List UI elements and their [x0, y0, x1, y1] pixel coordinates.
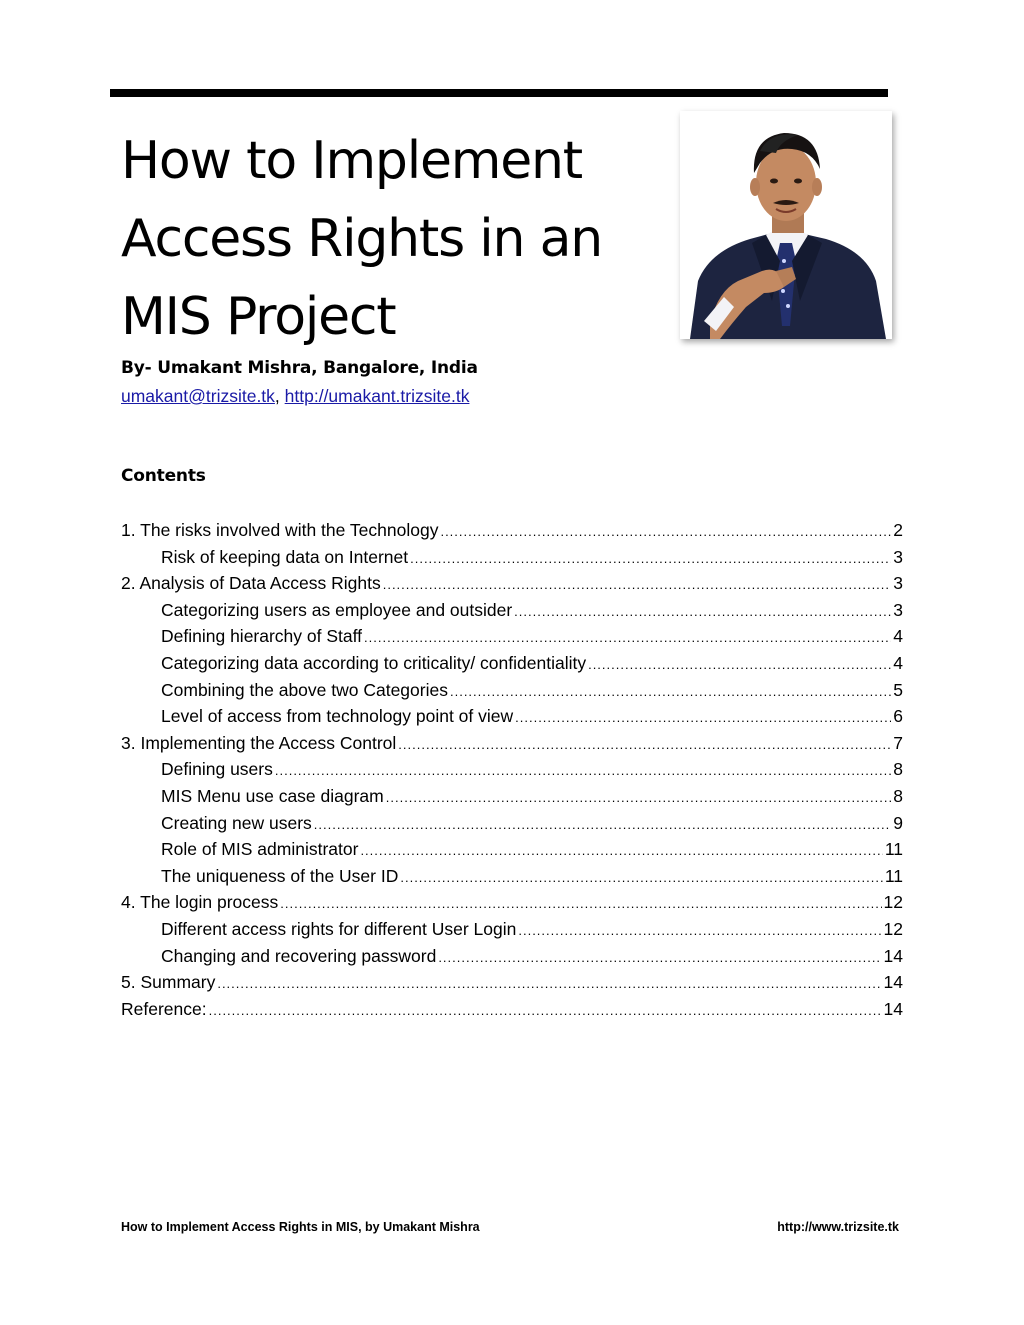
- toc-leader-dots: [209, 998, 882, 1023]
- author-byline: By- Umakant Mishra, Bangalore, India: [121, 358, 478, 378]
- toc-entry-label: The uniqueness of the User ID: [161, 865, 399, 886]
- footer-document-title: How to Implement Access Rights in MIS, by Umakant Mishra: [121, 1220, 480, 1234]
- toc-entry[interactable]: [121, 943, 903, 970]
- toc-entry-label: Level of access from technology point of view: [161, 706, 514, 727]
- toc-entry-page: 5: [893, 679, 903, 700]
- toc-entry-label: 4. The login process: [121, 892, 279, 913]
- toc-entry-label: Defining hierarchy of Staff: [161, 626, 363, 647]
- toc-entry[interactable]: [121, 916, 903, 943]
- contents-heading: Contents: [121, 466, 206, 486]
- toc-leader-dots: [280, 891, 881, 916]
- toc-entry-page: 9: [893, 812, 903, 833]
- toc-entry-page: 14: [883, 998, 903, 1019]
- toc-entry[interactable]: [121, 623, 903, 650]
- toc-entry[interactable]: [121, 969, 903, 996]
- toc-entry-page: 14: [883, 972, 903, 993]
- toc-leader-dots: [450, 679, 891, 704]
- toc-leader-dots: [275, 758, 891, 783]
- toc-entry[interactable]: [121, 810, 903, 837]
- toc-leader-dots: [398, 732, 891, 757]
- toc-entry[interactable]: [121, 570, 903, 597]
- toc-entry-page: 2: [893, 520, 903, 540]
- toc-entry[interactable]: [121, 650, 903, 677]
- toc-leader-dots: [410, 546, 891, 571]
- title-line-1: How to Implement: [121, 131, 582, 191]
- author-photo: [680, 111, 892, 339]
- toc-leader-dots: [386, 785, 892, 810]
- toc-entry-page: 14: [883, 945, 903, 966]
- toc-entry[interactable]: [121, 756, 903, 783]
- toc-entry[interactable]: [121, 889, 903, 916]
- toc-leader-dots: [438, 945, 881, 970]
- toc-entry-label: Changing and recovering password: [161, 945, 437, 966]
- toc-leader-dots: [383, 572, 892, 597]
- toc-leader-dots: [440, 519, 891, 544]
- toc-entry[interactable]: [121, 863, 903, 890]
- toc-leader-dots: [364, 625, 891, 650]
- toc-entry[interactable]: [121, 836, 903, 863]
- toc-entry[interactable]: [121, 677, 903, 704]
- toc-entry-label: Role of MIS administrator: [161, 839, 359, 860]
- document-title: [121, 122, 661, 356]
- footer-website: http://www.trizsite.tk: [777, 1220, 899, 1234]
- top-rule: [110, 89, 888, 97]
- toc-entry-page: 3: [893, 573, 903, 594]
- toc-entry[interactable]: [121, 544, 903, 571]
- link-separator: ,: [274, 386, 285, 406]
- toc-leader-dots: [400, 865, 882, 890]
- toc-entry[interactable]: [121, 730, 903, 757]
- toc-entry[interactable]: [121, 517, 903, 544]
- toc-entry-label: Reference:: [121, 998, 207, 1019]
- toc-entry-page: 11: [884, 865, 903, 886]
- title-line-3: MIS Project: [121, 287, 396, 347]
- toc-leader-dots: [588, 652, 891, 677]
- toc-entry-page: 4: [893, 626, 903, 647]
- toc-leader-dots: [314, 812, 891, 837]
- toc-entry-page: 12: [883, 892, 903, 913]
- toc-entry[interactable]: [121, 783, 903, 810]
- toc-entry[interactable]: [121, 703, 903, 730]
- toc-entry-label: 2. Analysis of Data Access Rights: [121, 573, 381, 594]
- toc-entry-label: Different access rights for different User Login: [161, 918, 517, 939]
- toc-entry-label: Defining users: [161, 759, 273, 780]
- toc-entry-page: 12: [883, 918, 903, 939]
- website-link[interactable]: http://umakant.trizsite.tk: [284, 386, 470, 406]
- toc-leader-dots: [217, 971, 881, 996]
- toc-entry-page: 6: [893, 706, 903, 727]
- toc-entry-page: 4: [893, 652, 903, 673]
- toc-leader-dots: [518, 918, 881, 943]
- toc-entry-label: 1. The risks involved with the Technology: [121, 520, 439, 540]
- toc-entry-label: Categorizing data according to criticality/ confidentiality: [161, 652, 587, 673]
- toc-entry-page: 8: [893, 785, 903, 806]
- toc-entry-label: Creating new users: [161, 812, 312, 833]
- author-links: [121, 384, 469, 408]
- toc-entry-page: 3: [893, 599, 903, 620]
- toc-entry-label: 3. Implementing the Access Control: [121, 732, 397, 753]
- toc-leader-dots: [514, 599, 891, 624]
- toc-entry[interactable]: [121, 597, 903, 624]
- table-of-contents: [121, 517, 903, 1022]
- toc-entry-label: 5. Summary: [121, 972, 216, 993]
- toc-entry-page: 3: [893, 546, 903, 567]
- toc-leader-dots: [515, 705, 891, 730]
- toc-entry-label: Combining the above two Categories: [161, 679, 448, 700]
- toc-entry-page: 8: [893, 759, 903, 780]
- toc-entry-label: Categorizing users as employee and outsider: [161, 599, 513, 620]
- toc-entry-page: 7: [893, 732, 903, 753]
- toc-entry-label: MIS Menu use case diagram: [161, 785, 384, 806]
- email-link[interactable]: umakant@trizsite.tk: [121, 386, 275, 406]
- title-line-2: Access Rights in an: [121, 209, 603, 269]
- toc-leader-dots: [360, 838, 882, 863]
- toc-entry[interactable]: [121, 996, 903, 1023]
- toc-entry-label: Risk of keeping data on Internet: [161, 546, 409, 567]
- toc-entry-page: 11: [884, 839, 903, 860]
